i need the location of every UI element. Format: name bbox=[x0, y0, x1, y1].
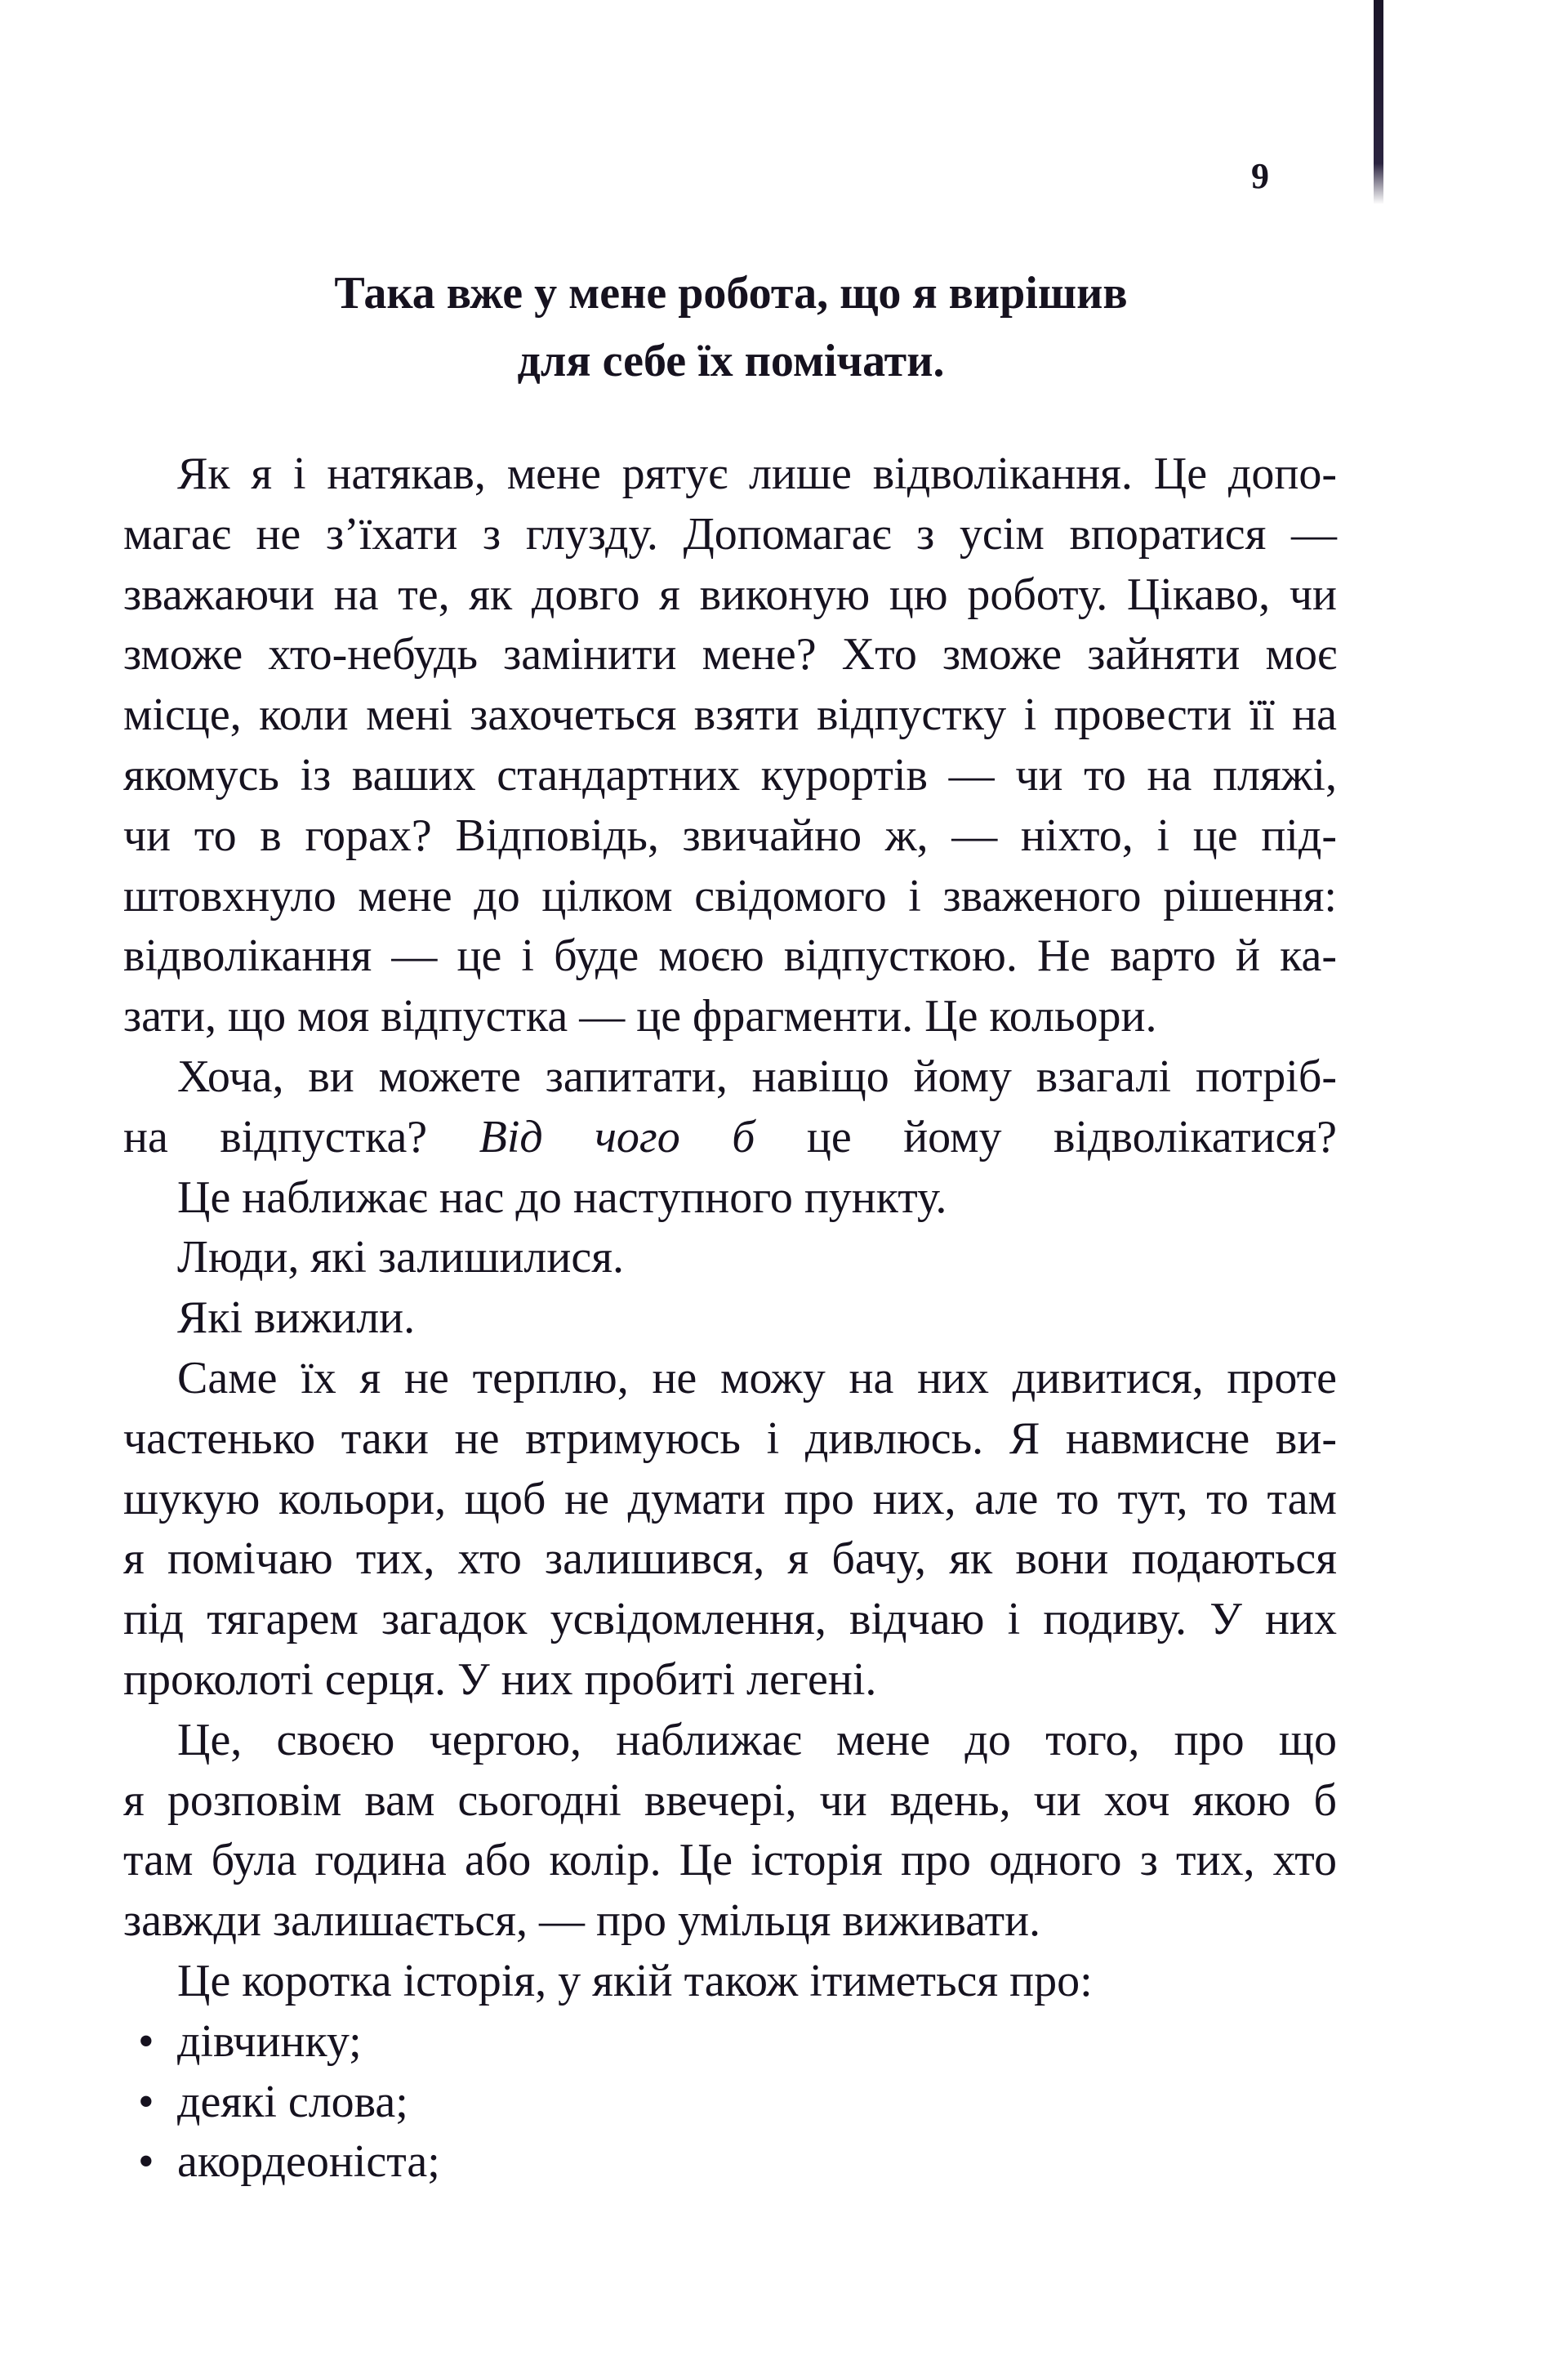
heading-line: для себе їх помічати. bbox=[517, 336, 945, 386]
text-line: якомусь із ваших стандартних курортів — чи то на пляжі, bbox=[123, 749, 1337, 801]
text-line: завжди залишається, — про умільця виживати. bbox=[123, 1895, 1041, 1947]
text-line: Хоча, ви можете запитати, навіщо йому взагалі потріб- bbox=[177, 1051, 1337, 1102]
page-edge-shadow bbox=[1374, 0, 1383, 204]
body-text bbox=[123, 444, 1337, 2193]
text-segment: на відпустка? bbox=[123, 1111, 479, 1162]
text-line: чи то в горах? Відповідь, звичайно ж, — ніхто, і це під- bbox=[123, 810, 1337, 861]
text-line: частенько таки не втримуюсь і дивлюсь. Я навмисне ви- bbox=[123, 1412, 1337, 1464]
bullet-item bbox=[123, 2073, 1337, 2133]
text-line: Які вижили. bbox=[177, 1292, 416, 1344]
text-line: проколоті серця. У них пробиті легені. bbox=[123, 1653, 877, 1705]
text-segment: це йому відволікатися? bbox=[755, 1111, 1338, 1162]
text-line: Це наближає нас до наступного пункту. bbox=[177, 1171, 947, 1223]
text-line: зати, що моя відпустка — це фрагменти. Це кольори. bbox=[123, 991, 1157, 1042]
heading-line: Така вже у мене робота, що я вирішив bbox=[334, 268, 1128, 319]
bullet-icon: • bbox=[138, 2136, 154, 2188]
text-line: відволікання — це і буде моєю відпусткою. Не варто й ка- bbox=[123, 930, 1337, 982]
bullet-icon: • bbox=[138, 2015, 154, 2067]
page-number: 9 bbox=[1251, 156, 1269, 196]
text-line: шукую кольори, щоб не думати про них, але то тут, то там bbox=[123, 1473, 1337, 1524]
text-line: Саме їх я не терплю, не можу на них дивитися, проте bbox=[177, 1352, 1337, 1403]
bullet-icon: • bbox=[138, 2076, 154, 2127]
italic-segment: Від чого б bbox=[479, 1111, 755, 1162]
text-line: штовхнуло мене до цілком свідомого і зваженого рішення: bbox=[123, 870, 1337, 921]
text-line: магає не з’їхати з глузду. Допомагає з усім впоратися — bbox=[123, 508, 1337, 560]
text-line: я розповім вам сьогодні ввечері, чи вдень, чи хоч якою б bbox=[123, 1774, 1337, 1826]
text-line: зможе хто-небудь замінити мене? Хто зможе зайняти моє bbox=[123, 629, 1337, 680]
text-line: під тягарем загадок усвідомлення, відчаю і подиву. У них bbox=[123, 1594, 1337, 1645]
bullet-text: деякі слова; bbox=[177, 2076, 408, 2127]
text-line: Це, своєю чергою, наближає мене до того, про що bbox=[177, 1714, 1337, 1765]
text-line: Люди, які залишилися. bbox=[177, 1232, 624, 1283]
text-line: Як я і натякав, мене рятує лише відволікання. Це допо- bbox=[177, 448, 1337, 499]
section-heading bbox=[0, 260, 1462, 395]
bullet-item bbox=[123, 2132, 1337, 2193]
text-line: я помічаю тих, хто залишився, я бачу, як вони подаються bbox=[123, 1533, 1337, 1585]
text-line: там була година або колір. Це історія про одного з тих, хто bbox=[123, 1835, 1337, 1886]
bullet-text: акордеоніста; bbox=[177, 2136, 440, 2188]
text-line: зважаючи на те, як довго я виконую цю роботу. Цікаво, чи bbox=[123, 569, 1337, 620]
bullet-text: дівчинку; bbox=[177, 2015, 362, 2067]
bullet-item bbox=[123, 2012, 1337, 2073]
text-line: місце, коли мені захочеться взяти відпустку і провести її на bbox=[123, 689, 1337, 741]
text-line: Це коротка історія, у якій також ітиметься про: bbox=[177, 1955, 1093, 2006]
text-line bbox=[123, 1108, 1337, 1168]
